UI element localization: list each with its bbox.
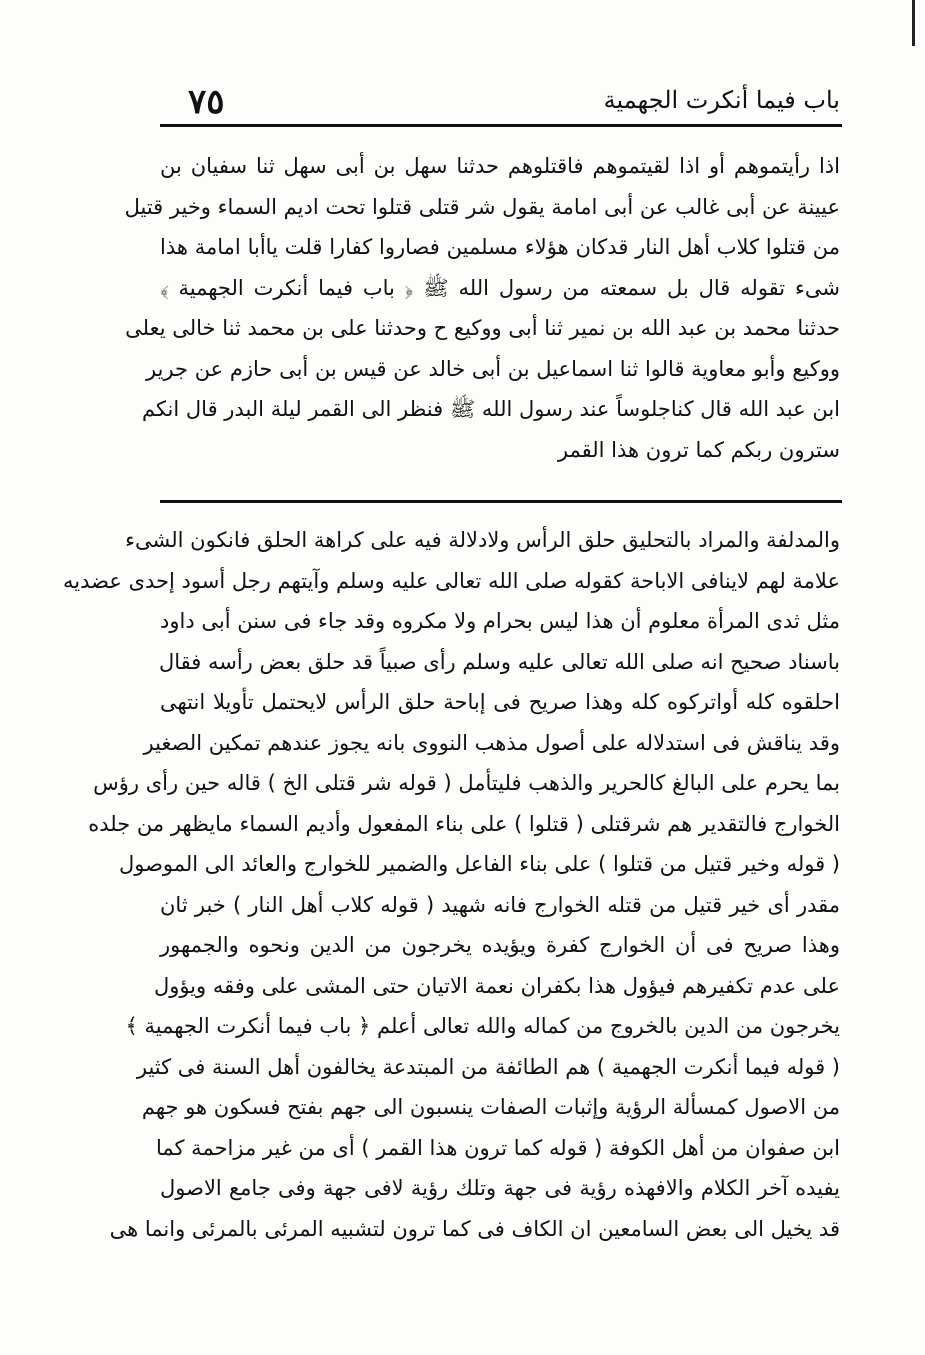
text-line: يفيده آخر الكلام والافهذه رؤية فى جهة وتلك رؤية لافى جهة وفى جامع الاصول	[160, 1176, 840, 1200]
text-line: اذا رأيتموهم أو اذا لقيتموهم فاقتلوهم حدثنا سهل بن أبى سهل ثنا سفيان بن	[160, 154, 840, 178]
text-line: على عدم تكفيرهم فيؤول هذا بكفران نعمة الاتيان حتى المشى على وفقه ويؤول	[153, 973, 840, 998]
text-line: بما يحرم على البالغ كالحرير والذهب فليتأمل ( قوله شر قتلى الخ ) قاله حين رأى رؤس	[93, 771, 840, 795]
running-title: باب فيما أنكرت الجهمية	[603, 86, 840, 114]
text-line: قد يخيل الى بعض السامعين ان الكاف فى كما ترون لتشبيه المرئى بالمرئى وانما هى	[109, 1216, 840, 1241]
text-line: سترون ربكم كما ترون هذا القمر	[557, 437, 840, 462]
hadith-text-block	[124, 146, 840, 470]
text-line: والمدلفة والمراد بالتحليق حلق الرأس ولادلالة فيه على كراهة الحلق فانكون الشىء	[125, 528, 840, 552]
text-line: من قتلوا كلاب أهل النار قدكان هؤلاء مسلمين فصاروا كفارا قلت ياأبا امامة هذا	[160, 235, 840, 259]
page-edge-mark	[912, 0, 915, 46]
page-header	[160, 82, 840, 122]
text-line: وهذا صريح فى أن الخوارج كفرة ويؤيده يخرجون من الدين ونحوه والجمهور	[160, 933, 840, 957]
section-divider-rule	[160, 500, 842, 503]
text-line: يخرجون من الدين بالخروج من كماله والله تعالى أعلم ﴿ باب فيما أنكرت الجهمية ﴾	[125, 1014, 840, 1038]
text-line: ( قوله فيما أنكرت الجهمية ) هم الطائفة من المبتدعة يخالفون أهل السنة فى كثير	[136, 1054, 840, 1079]
text-line: ابن عبد الله قال كناجلوساً عند رسول الله ﷺ فنظر الى القمر ليلة البدر قال انكم	[141, 397, 840, 421]
text-line: حدثنا محمد بن عبد الله بن نمير ثنا أبى ووكيع ح وحدثنا على بن محمد ثنا خالى يعلى	[125, 316, 840, 340]
text-line: ابن صفوان من أهل الكوفة ( قوله كما ترون هذا القمر ) أى من غير مزاحمة كما	[155, 1135, 840, 1160]
commentary-text-block	[63, 520, 840, 1249]
text-line: احلقوه كله أواتركوه كله وهذا صريح فى إباحة حلق الرأس لايحتمل تأويلا انتهى	[160, 690, 840, 714]
text-line: الخوارج فالتقدير هم شرقتلى ( قتلوا ) على بناء المفعول وأديم السماء مايظهر من جلده	[88, 811, 840, 836]
text-line: مقدر أى خير قتيل من قتله الخوارج فانه شهيد ( قوله كلاب أهل النار ) خبر ثان	[160, 892, 840, 917]
text-line: مثل ثدى المرأة معلوم أن هذا ليس بحرام ولا مكروه وقد جاء فى سنن أبى داود	[160, 609, 840, 633]
text-line: وقد يناقش فى استدلاله على أصول مذهب النووى بانه يجوز عندهم تمكين الصغير	[143, 730, 840, 755]
text-line: ( قوله وخير قتيل من قتلوا ) على بناء الفاعل والضمير للخوارج والعائد الى الموصول	[118, 852, 840, 876]
text-line: عيينة عن أبى غالب عن أبى امامة يقول شر قتلى قتلوا تحت اديم السماء وخير قتيل	[124, 194, 840, 219]
text-line: ووكيع وأبو معاوية قالوا ثنا اسماعيل بن أبى خالد عن قيس بن أبى حازم عن جرير	[146, 356, 840, 381]
text-line: علامة لهم لاينافى الاباحة كقوله صلى الله تعالى عليه وسلم وآيتهم رجل أسود إحدى عضديه	[63, 568, 840, 593]
text-line: من الاصول كمسألة الرؤية وإثبات الصفات ينسبون الى جهم بفتح فسكون هو جهم	[141, 1095, 840, 1119]
text-line: شىء تقوله قال بل سمعته من رسول الله ﷺ ﴿ باب فيما أنكرت الجهمية ﴾	[160, 275, 840, 300]
header-rule	[160, 124, 842, 127]
page-number: ٧٥	[188, 82, 225, 122]
text-line: باسناد صحيح انه صلى الله تعالى عليه وسلم رأى صبياً قد حلق بعض رأسه فقال	[158, 649, 840, 674]
